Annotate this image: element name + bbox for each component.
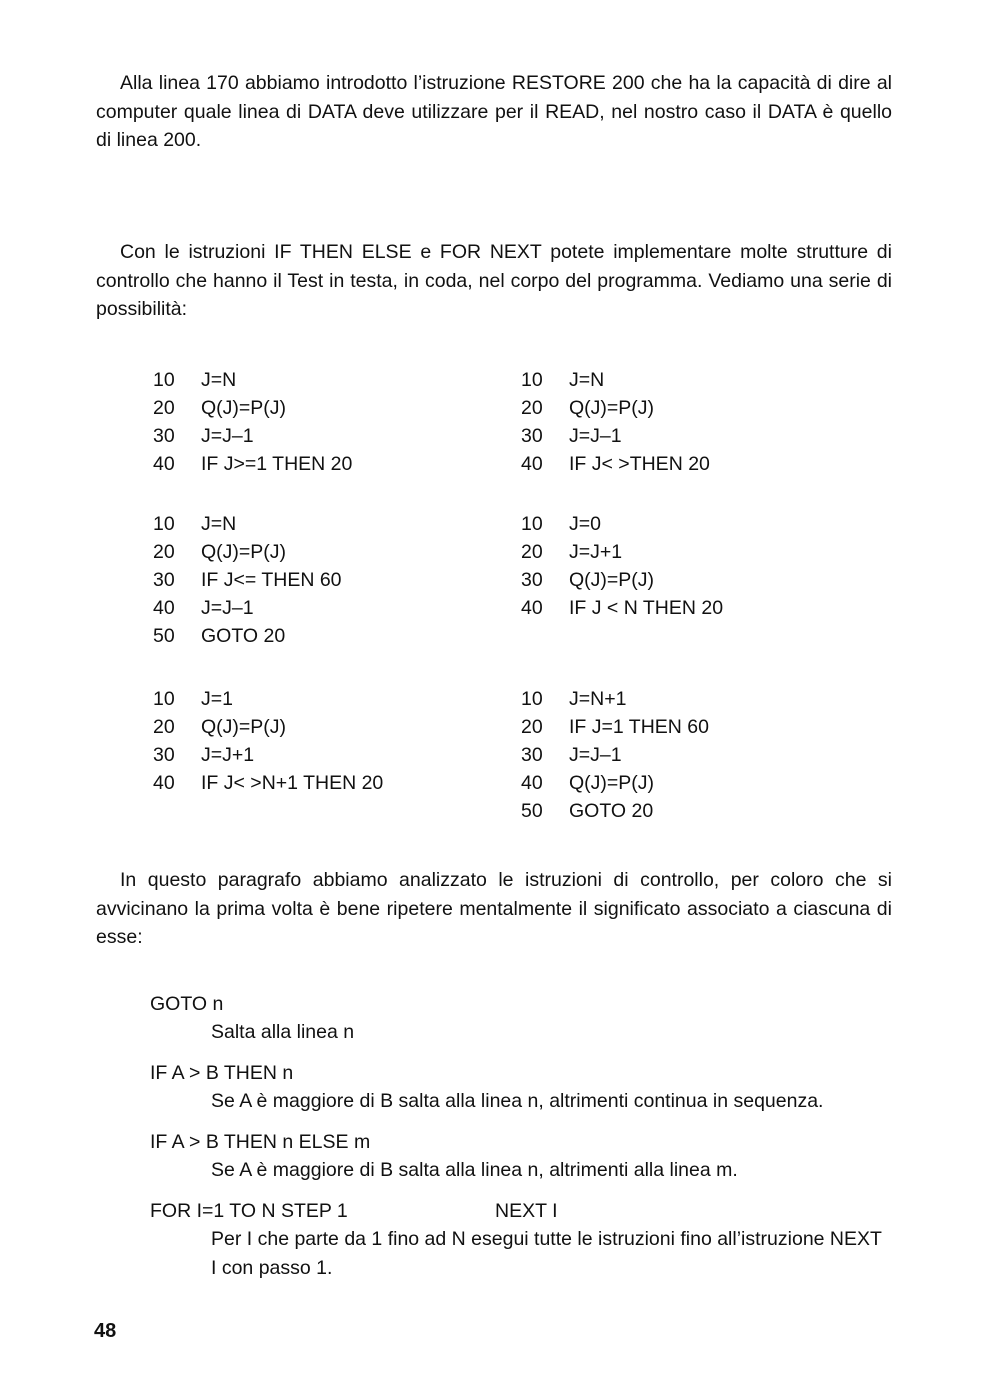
line-number: 20 xyxy=(521,541,543,563)
code-line xyxy=(521,538,723,566)
line-number: 30 xyxy=(153,569,175,591)
instruction-syntax xyxy=(150,990,910,1018)
line-number: 10 xyxy=(153,369,175,391)
statement: GOTO 20 xyxy=(201,625,286,647)
statement: J=J–1 xyxy=(569,425,622,447)
statement: IF J< >THEN 20 xyxy=(569,453,710,475)
instruction-command: IF A > B THEN n ELSE m xyxy=(150,1131,371,1153)
code-line xyxy=(521,713,709,741)
statement: Q(J)=P(J) xyxy=(569,569,655,591)
code-block-6 xyxy=(521,685,709,825)
line-number: 20 xyxy=(521,397,543,419)
instruction-command: IF A > B THEN n xyxy=(150,1062,294,1084)
statement: J=N xyxy=(201,369,237,391)
instruction-description: Salta alla linea n xyxy=(211,1021,355,1043)
code-line xyxy=(153,713,383,741)
paragraph-summary-intro: In questo paragrafo abbiamo analizzato le istruzioni di controllo, per coloro che si avvicinano la prima volta è bene ripetere mentalmente il significato associato a ciascuna di esse: xyxy=(96,869,892,948)
line-number: 10 xyxy=(153,688,175,710)
statement: J=J–1 xyxy=(201,597,254,619)
line-number: 20 xyxy=(521,716,543,738)
code-line xyxy=(153,394,352,422)
paragraph-control-structures: Con le istruzioni IF THEN ELSE e FOR NEXT potete implementare molte strutture di controllo che hanno il Test in testa, in coda, nel corpo del programma. Vediamo una serie di possibilità: xyxy=(96,241,892,320)
summary-item xyxy=(150,1128,910,1185)
statement: IF J < N THEN 20 xyxy=(569,597,724,619)
statement: J=1 xyxy=(201,688,233,710)
code-block-2 xyxy=(521,366,710,478)
instruction-command-extra: NEXT I xyxy=(495,1200,558,1222)
line-number: 20 xyxy=(153,397,175,419)
page-number: 48 xyxy=(94,1320,117,1342)
statement: Q(J)=P(J) xyxy=(201,716,287,738)
code-line xyxy=(153,422,352,450)
line-number: 50 xyxy=(153,625,175,647)
summary-item xyxy=(150,990,910,1047)
code-line xyxy=(153,622,342,650)
summary-item xyxy=(150,1197,910,1283)
line-number: 20 xyxy=(153,716,175,738)
instruction-description: Per I che parte da 1 fino ad N esegui tutte le istruzioni fino all’istruzione NEXT I con passo 1. xyxy=(211,1228,882,1279)
paragraph-restore: Alla linea 170 abbiamo introdotto l’istruzione RESTORE 200 che ha la capacità di dire al computer quale linea di DATA deve utilizzare per il READ, nel nostro caso il DATA è quello di linea 200. xyxy=(96,72,892,151)
line-number: 30 xyxy=(521,425,543,447)
instruction-command: GOTO n xyxy=(150,993,224,1015)
code-block-1 xyxy=(153,366,352,478)
line-number: 30 xyxy=(521,569,543,591)
line-number: 20 xyxy=(153,541,175,563)
code-line xyxy=(521,769,709,797)
statement: IF J=1 THEN 60 xyxy=(569,716,709,738)
statement: J=J+1 xyxy=(201,744,255,766)
code-line xyxy=(521,594,723,622)
code-block-3 xyxy=(153,510,342,650)
code-line xyxy=(153,685,383,713)
instruction-summary xyxy=(150,990,910,1295)
statement: J=J–1 xyxy=(569,744,622,766)
code-line xyxy=(521,797,709,825)
statement: Q(J)=P(J) xyxy=(569,397,655,419)
code-line xyxy=(153,566,342,594)
instruction-description: Se A è maggiore di B salta alla linea n, altrimenti continua in sequenza. xyxy=(211,1090,824,1112)
code-line xyxy=(153,450,352,478)
code-line xyxy=(153,510,342,538)
summary-item xyxy=(150,1059,910,1116)
line-number: 10 xyxy=(521,513,543,535)
statement: Q(J)=P(J) xyxy=(569,772,655,794)
instruction-syntax xyxy=(150,1059,910,1087)
code-line xyxy=(153,594,342,622)
line-number: 40 xyxy=(153,772,175,794)
line-number: 10 xyxy=(521,688,543,710)
code-line xyxy=(521,450,710,478)
statement: Q(J)=P(J) xyxy=(201,541,287,563)
statement: IF J>=1 THEN 20 xyxy=(201,453,353,475)
line-number: 10 xyxy=(153,513,175,535)
instruction-syntax xyxy=(150,1128,910,1156)
line-number: 30 xyxy=(153,744,175,766)
code-line xyxy=(153,538,342,566)
line-number: 40 xyxy=(521,772,543,794)
code-line xyxy=(153,741,383,769)
code-block-5 xyxy=(153,685,383,797)
statement: J=0 xyxy=(569,513,601,535)
statement: Q(J)=P(J) xyxy=(201,397,287,419)
code-line xyxy=(521,741,709,769)
line-number: 30 xyxy=(153,425,175,447)
statement: J=J+1 xyxy=(569,541,623,563)
line-number: 10 xyxy=(521,369,543,391)
instruction-description: Se A è maggiore di B salta alla linea n, altrimenti alla linea m. xyxy=(211,1159,738,1181)
code-line xyxy=(521,510,723,538)
instruction-command: FOR I=1 TO N STEP 1 xyxy=(150,1200,348,1222)
code-line xyxy=(521,366,710,394)
line-number: 40 xyxy=(521,453,543,475)
line-number: 40 xyxy=(521,597,543,619)
statement: J=N xyxy=(201,513,237,535)
line-number: 50 xyxy=(521,800,543,822)
statement: GOTO 20 xyxy=(569,800,654,822)
line-number: 40 xyxy=(153,453,175,475)
statement: IF J<= THEN 60 xyxy=(201,569,342,591)
statement: J=J–1 xyxy=(201,425,254,447)
line-number: 30 xyxy=(521,744,543,766)
statement: IF J< >N+1 THEN 20 xyxy=(201,772,384,794)
code-block-4 xyxy=(521,510,723,622)
statement: J=N+1 xyxy=(569,688,627,710)
line-number: 40 xyxy=(153,597,175,619)
code-line xyxy=(153,769,383,797)
code-line xyxy=(521,566,723,594)
code-line xyxy=(521,422,710,450)
statement: J=N xyxy=(569,369,605,391)
instruction-syntax xyxy=(150,1197,910,1225)
code-line xyxy=(153,366,352,394)
code-line xyxy=(521,394,710,422)
code-line xyxy=(521,685,709,713)
